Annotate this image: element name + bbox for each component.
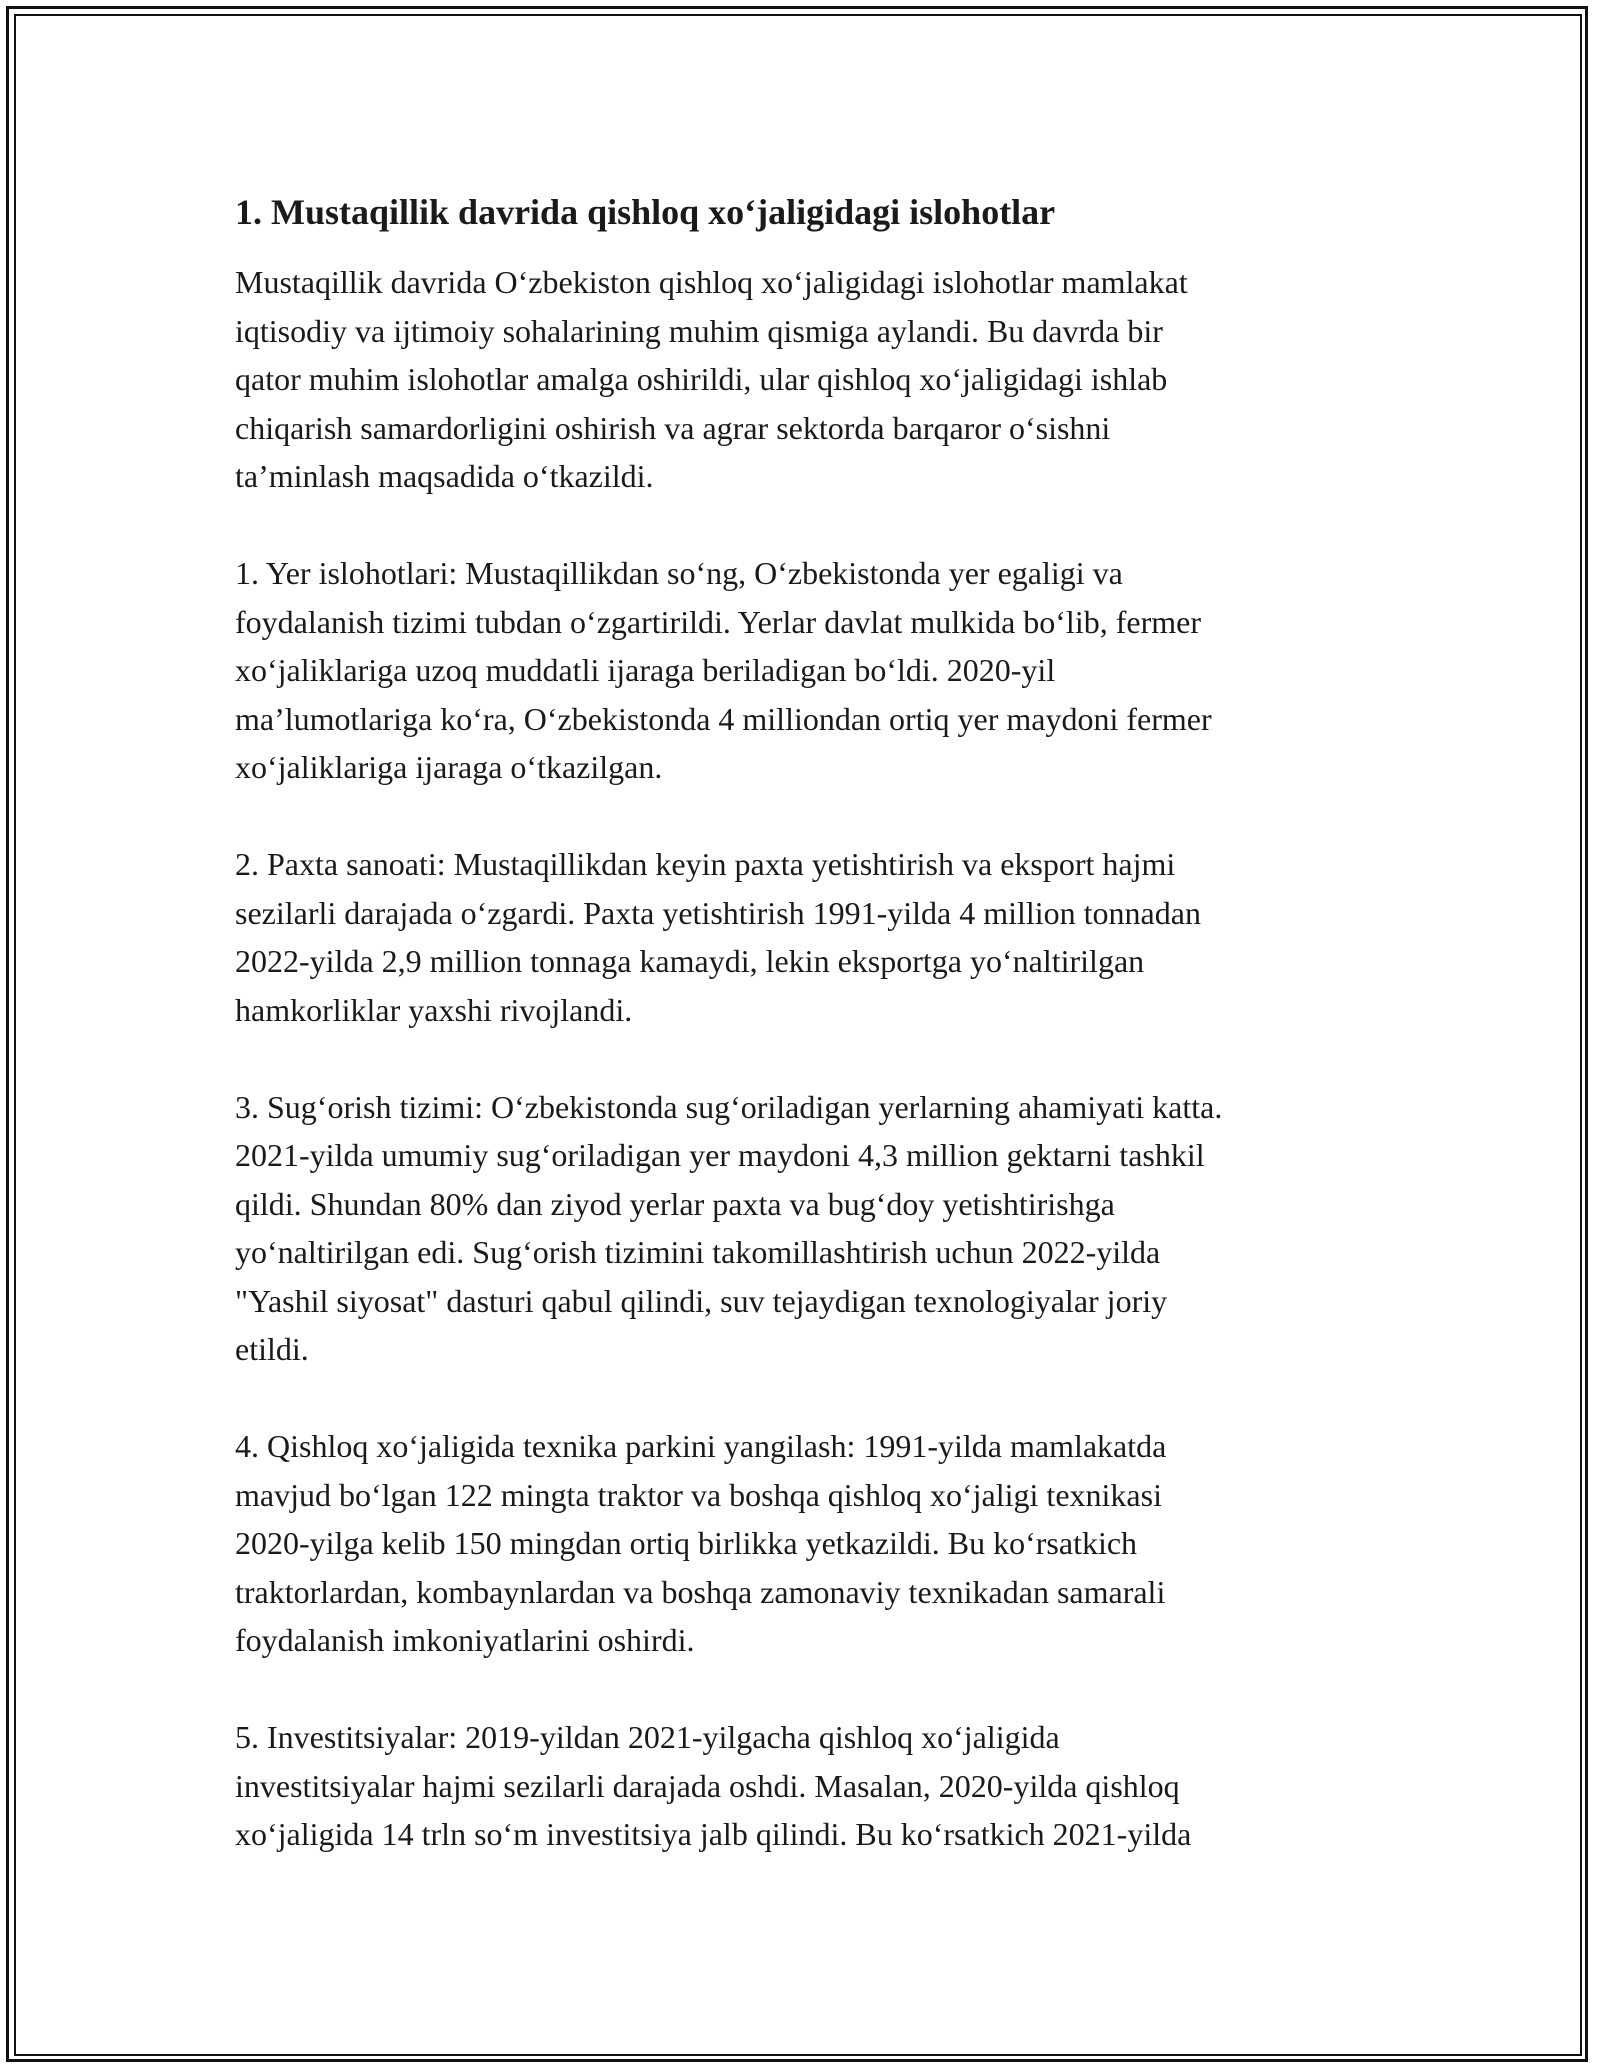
text-line: ma’lumotlariga ko‘ra, O‘zbekistonda 4 milliondan ortiq yer maydoni fermer	[235, 700, 1212, 737]
text-line: "Yashil siyosat" dasturi qabul qilindi, suv tejaydigan texnologiyalar joriy	[235, 1282, 1168, 1319]
paragraph	[235, 549, 1385, 792]
text-line: sezilarli darajada o‘zgardi. Paxta yetishtirish 1991-yilda 4 million tonnadan	[235, 894, 1201, 931]
document-body	[235, 188, 1385, 1907]
text-line: xo‘jaligida 14 trln so‘m investitsiya jalb qilindi. Bu ko‘rsatkich 2021-yilda	[235, 1816, 1192, 1852]
text-line: 2021-yilda umumiy sug‘oriladigan yer maydoni 4,3 million gektarni tashkil	[235, 1137, 1205, 1173]
text-line: etildi.	[235, 1331, 309, 1367]
text-line: iqtisodiy va ijtimoiy sohalarining muhim qismiga aylandi. Bu davrda bir	[235, 312, 1163, 349]
text-line: 2022-yilda 2,9 million tonnaga kamaydi, lekin eksportga yo‘naltirilgan	[235, 943, 1145, 979]
text-line: foydalanish imkoniyatlarini oshirdi.	[235, 1622, 695, 1658]
text-line: 4. Qishloq xo‘jaligida texnika parkini yangilash: 1991-yilda mamlakatda	[235, 1428, 1167, 1464]
text-line: Mustaqillik davrida O‘zbekiston qishloq xo‘jaligidagi islohotlar mamlakat	[235, 264, 1188, 300]
text-line: xo‘jaliklariga uzoq muddatli ijaraga beriladigan bo‘ldi. 2020-yil	[235, 652, 1056, 688]
text-line: mavjud bo‘lgan 122 mingta traktor va boshqa qishloq xo‘jaligi texnikasi	[235, 1476, 1162, 1513]
text-line: traktorlardan, kombaynlardan va boshqa zamonaviy texnikadan samarali	[235, 1573, 1166, 1610]
text-line: 2. Paxta sanoati: Mustaqillikdan keyin paxta yetishtirish va eksport hajmi	[235, 846, 1176, 882]
text-line: qator muhim islohotlar amalga oshirildi, ular qishloq xo‘jaligidagi ishlab	[235, 361, 1168, 397]
paragraph	[235, 1713, 1385, 1859]
paragraph	[235, 1083, 1385, 1374]
text-line: 3. Sug‘orish tizimi: O‘zbekistonda sug‘oriladigan yerlarning ahamiyati katta.	[235, 1088, 1223, 1125]
text-line: xo‘jaliklariga ijaraga o‘tkazilgan.	[235, 749, 663, 785]
text-line: foydalanish tizimi tubdan o‘zgartirildi. Yerlar davlat mulkida bo‘lib, fermer	[235, 603, 1201, 640]
text-line: investitsiyalar hajmi sezilarli darajada oshdi. Masalan, 2020-yilda qishloq	[235, 1767, 1180, 1804]
paragraph	[235, 258, 1385, 501]
paragraph-list	[235, 258, 1385, 1859]
text-line: ta’minlash maqsadida o‘tkazildi.	[235, 458, 654, 494]
text-line: yo‘naltirilgan edi. Sug‘orish tizimini takomillashtirish uchun 2022-yilda	[235, 1234, 1161, 1270]
text-line: 5. Investitsiyalar: 2019-yildan 2021-yilgacha qishloq xo‘jaligida	[235, 1719, 1060, 1755]
text-line: 1. Yer islohotlari: Mustaqillikdan so‘ng, O‘zbekistonda yer egaligi va	[235, 555, 1123, 591]
text-line: hamkorliklar yaxshi rivojlandi.	[235, 991, 633, 1028]
section-title: 1. Mustaqillik davrida qishloq xo‘jaligidagi islohotlar	[235, 192, 1056, 232]
text-line: chiqarish samardorligini oshirish va agrar sektorda barqaror o‘sishni	[235, 409, 1111, 446]
paragraph	[235, 840, 1385, 1034]
paragraph	[235, 1422, 1385, 1665]
text-line: qildi. Shundan 80% dan ziyod yerlar paxta va bug‘doy yetishtirishga	[235, 1185, 1115, 1222]
text-line: 2020-yilga kelib 150 mingdan ortiq birlikka yetkazildi. Bu ko‘rsatkich	[235, 1525, 1138, 1561]
